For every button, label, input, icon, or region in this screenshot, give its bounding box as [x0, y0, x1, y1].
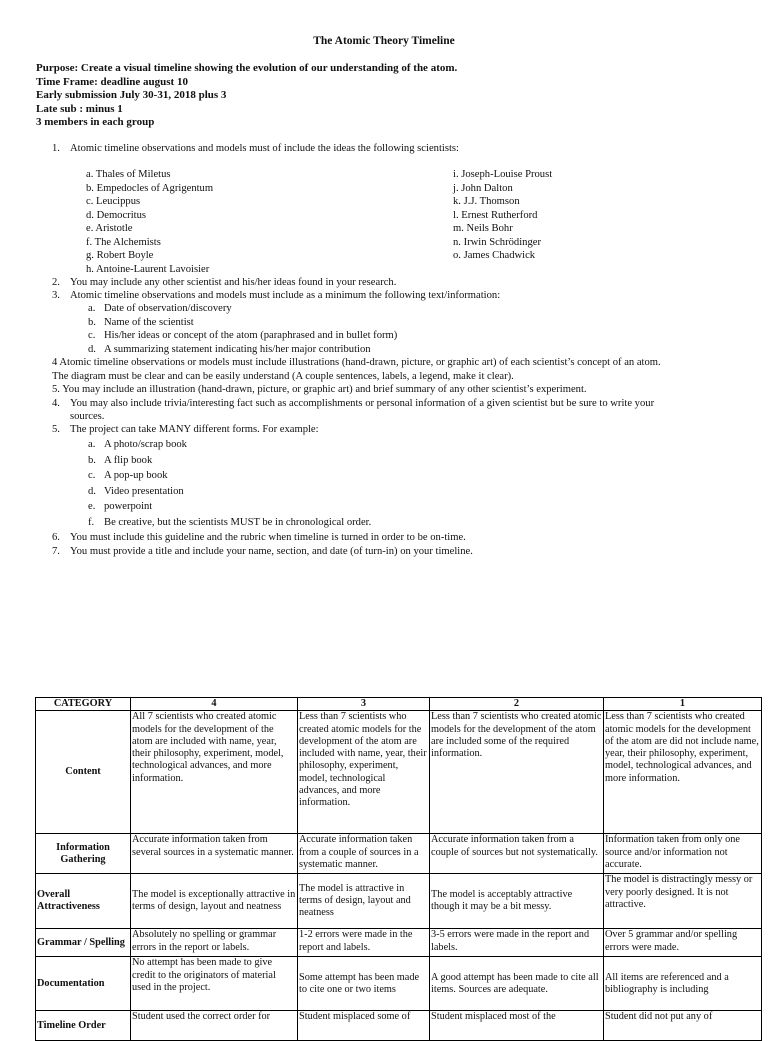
rubric-cell: The model is exceptionally attractive in terms of design, layout and neatness	[131, 874, 298, 929]
sub-text: His/her ideas or concept of the atom (paraphrased and in bullet form)	[104, 330, 398, 341]
item-number: 5.	[52, 424, 60, 435]
scientist-list-left	[86, 168, 213, 276]
rubric-cell: Student misplaced most of the	[430, 1011, 604, 1041]
sub-letter: d.	[88, 343, 96, 355]
sub-letter: b.	[88, 316, 96, 328]
item-number: 1.	[52, 143, 60, 154]
scientist-item: l. Ernest Rutherford	[453, 209, 538, 221]
rubric-cell: 1-2 errors were made in the report and labels.	[298, 929, 430, 957]
sub-text: A flip book	[104, 454, 153, 466]
instruction-item-4a	[52, 356, 661, 383]
rubric-cell: Accurate information taken from several sources in a systematic manner.	[131, 834, 298, 874]
rubric-category: Documentation	[36, 957, 131, 1011]
scientist-list-right	[453, 168, 552, 263]
scientist-item: j. John Dalton	[453, 182, 513, 194]
rubric-cell: 3-5 errors were made in the report and labels.	[430, 929, 604, 957]
sub-letter: b.	[88, 454, 96, 466]
rubric-cell: Accurate information taken from a couple of sources in a systematic manner.	[298, 834, 430, 874]
item-text: You must include this guideline and the rubric when timeline is turned in order to be on-time.	[70, 532, 466, 543]
sub-text: A summarizing statement indicating his/her major contribution	[104, 343, 371, 355]
rubric-cell: Some attempt has been made to cite one or two items	[298, 957, 430, 1011]
item-text: You may include any other scientist and his/her ideas found in your research.	[70, 277, 397, 288]
scientist-item: f. The Alchemists	[86, 236, 161, 248]
scientist-item: o. James Chadwick	[453, 250, 536, 261]
rubric-category: Timeline Order	[36, 1011, 131, 1041]
rubric-row-grammar-spelling	[36, 929, 762, 957]
rubric-cell: Accurate information taken from a couple of sources but not systematically.	[430, 834, 604, 874]
scientist-item: m. Neils Bohr	[453, 223, 513, 234]
sub-text: Be creative, but the scientists MUST be in chronological order.	[104, 516, 372, 528]
late-sub-line: Late sub : minus 1	[36, 102, 123, 115]
scientist-item: n. Irwin Schrödinger	[453, 236, 541, 248]
rubric-header-row	[36, 698, 762, 711]
sub-text: A photo/scrap book	[104, 439, 187, 450]
instruction-item-5a: 5. You may include an illustration (hand-drawn, picture, or graphic art) and brief summary of any other scientist’s experiment.	[52, 384, 587, 395]
rubric-cell: A good attempt has been made to cite all items. Sources are adequate.	[430, 957, 604, 1011]
item-text: sources.	[70, 411, 105, 422]
rubric-cell: No attempt has been made to give credit to the originators of material used in the project.	[131, 957, 298, 1011]
rubric-row-overall-attractiveness	[36, 874, 762, 929]
sub-text: Date of observation/discovery	[104, 303, 232, 314]
sub-letter: f.	[88, 516, 95, 528]
rubric-row-information-gathering	[36, 834, 762, 874]
rubric-cell: Student did not put any of	[604, 1011, 762, 1041]
rubric-row-content	[36, 711, 762, 834]
rubric-cell: Less than 7 scientists who created atomic models for the development of the atom are included some of the required information.	[430, 711, 604, 834]
rubric-cell: Less than 7 scientists who created atomic models for the development of the atom are did not include name, year, their philosophy, experiment, model, technological advances, and more information.	[604, 711, 762, 834]
rubric-category: Overall Attractiveness	[36, 874, 131, 929]
sub-letter: a.	[88, 439, 96, 450]
rubric-cell: The model is attractive in terms of design, layout and neatness	[298, 874, 430, 929]
rubric-header-cell: 2	[430, 698, 604, 711]
scientist-item: g. Robert Boyle	[86, 250, 154, 261]
assignment-header	[36, 62, 457, 130]
rubric-cell: Over 5 grammar and/or spelling errors were made.	[604, 929, 762, 957]
item-number: 4.	[52, 398, 60, 409]
scientist-item: a. Thales of Miletus	[86, 169, 171, 180]
item-number: 3.	[52, 290, 60, 301]
item-text: Atomic timeline observations and models must include as a minimum the following text/information:	[70, 290, 501, 301]
rubric-row-documentation	[36, 957, 762, 1011]
rubric-cell: All 7 scientists who created atomic models for the development of the atom are included with name, year, their philosophy, experiment, model, technological advances, and more information.	[131, 711, 298, 834]
sub-letter: a.	[88, 303, 96, 314]
rubric-row-timeline-order	[36, 1011, 762, 1041]
rubric-category: Information Gathering	[36, 834, 131, 874]
item-text: The diagram must be clear and can be easily understand (A couple sentences, labels, a legend, make it clear).	[52, 370, 514, 382]
rubric-header-cell: 4	[131, 698, 298, 711]
time-frame-line: Time Frame: deadline august 10	[36, 75, 188, 88]
scientist-item: i. Joseph-Louise Proust	[453, 169, 553, 180]
item-number: 7.	[52, 546, 60, 557]
page-title: The Atomic Theory Timeline	[313, 35, 455, 47]
item-text: Atomic timeline observations and models must of include the ideas the following scientists:	[70, 143, 459, 154]
sub-text: powerpoint	[104, 501, 153, 512]
rubric-cell: Student misplaced some of	[298, 1011, 430, 1041]
item-text: 4 Atomic timeline observations or models must include illustrations (hand-drawn, picture, or graphic art) of each scientist’s concept of an atom.	[52, 357, 661, 368]
scientist-item: e. Aristotle	[86, 223, 133, 234]
purpose-line: Purpose: Create a visual timeline showing the evolution of our understanding of the atom.	[36, 62, 458, 74]
early-submission-line: Early submission July 30-31, 2018 plus 3	[36, 89, 227, 101]
item-text: You may also include trivia/interesting fact such as accomplishments or personal information of a given scientist but be sure to write your	[70, 398, 655, 409]
members-line: 3 members in each group	[36, 116, 155, 128]
item-text: You must provide a title and include your name, section, and date (of turn-in) on your timeline.	[70, 546, 473, 557]
rubric-cell: Absolutely no spelling or grammar errors in the report or labels.	[131, 929, 298, 957]
rubric-cell: All items are referenced and a bibliography is including	[604, 957, 762, 1011]
item-text: The project can take MANY different forms. For example:	[70, 424, 319, 435]
item-number: 2.	[52, 277, 60, 288]
rubric-cell: Less than 7 scientists who created atomic models for the development of the atom are included with name, year, their philosophy, experiment, model, technological advances, and more information.	[298, 711, 430, 834]
scientist-item: b. Empedocles of Agrigentum	[86, 182, 214, 194]
sub-letter: e.	[88, 501, 96, 512]
scientist-item: h. Antoine-Laurent Lavoisier	[86, 263, 210, 275]
scientist-item: d. Democritus	[86, 209, 147, 221]
rubric-header-cell: 1	[604, 698, 762, 711]
rubric-cell: The model is acceptably attractive though it may be a bit messy.	[430, 874, 604, 929]
rubric-category: Content	[36, 711, 131, 834]
rubric-cell: The model is distractingly messy or very poorly designed. It is not attractive.	[604, 874, 762, 929]
sub-text: Name of the scientist	[104, 316, 194, 328]
sub-text: A pop-up book	[104, 470, 168, 481]
sub-letter: d.	[88, 485, 96, 497]
rubric-category: Grammar / Spelling	[36, 929, 131, 957]
rubric-cell: Information taken from only one source and/or information not accurate.	[604, 834, 762, 874]
sub-letter: c.	[88, 330, 96, 341]
sub-text: Video presentation	[104, 485, 184, 497]
scientist-item: c. Leucippus	[86, 196, 141, 207]
sub-letter: c.	[88, 470, 96, 481]
rubric-table	[35, 697, 762, 1041]
rubric-header-cell: CATEGORY	[36, 698, 131, 711]
scientist-item: k. J.J. Thomson	[453, 196, 520, 207]
rubric-header-cell: 3	[298, 698, 430, 711]
item-number: 6.	[52, 532, 60, 543]
rubric-cell: Student used the correct order for	[131, 1011, 298, 1041]
